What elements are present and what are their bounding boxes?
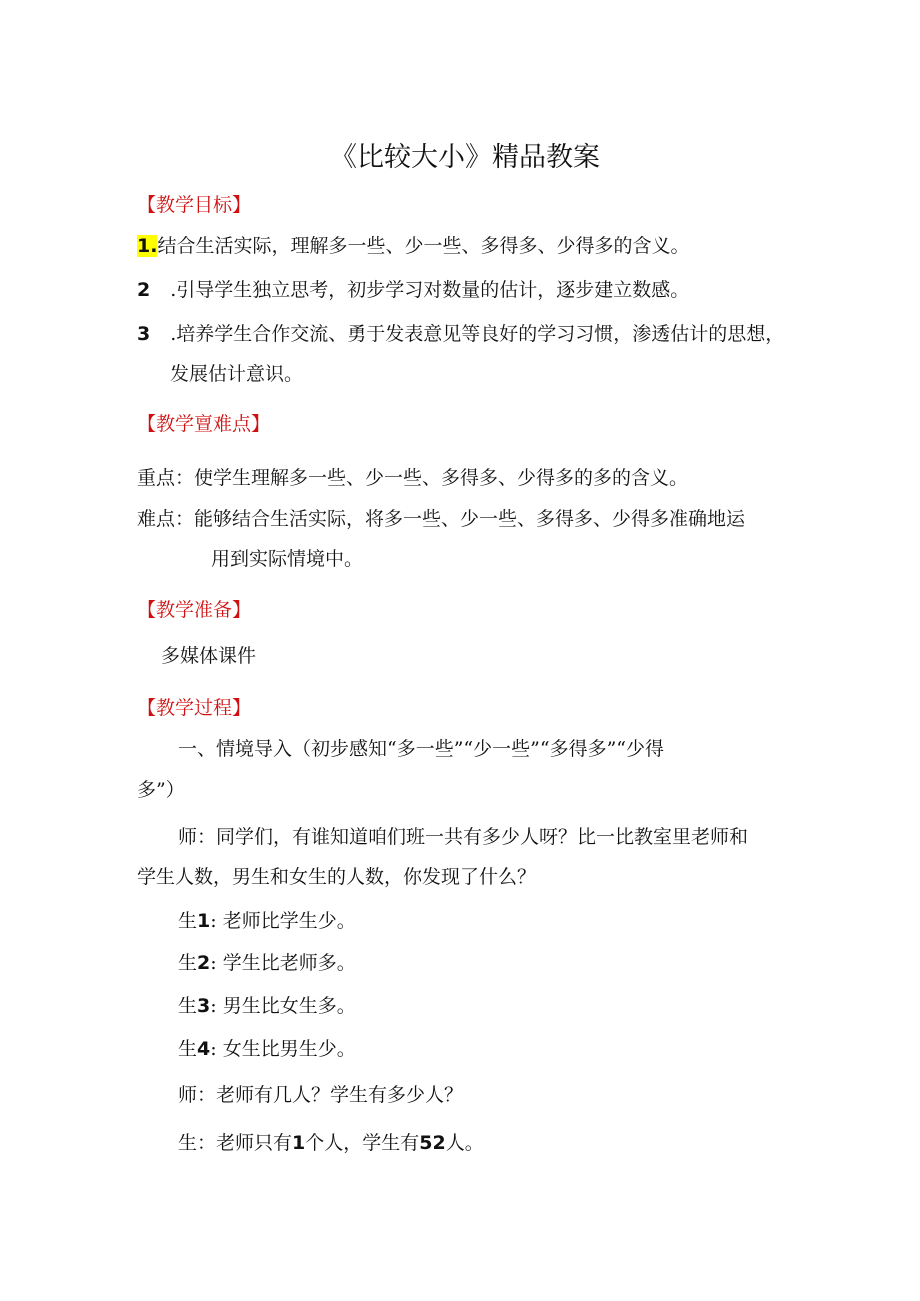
key-point-difficult-continued: 用到实际情境中。 bbox=[211, 548, 364, 570]
student-answer-4 bbox=[178, 1036, 356, 1062]
section-heading-key-points: 【教学亶难点】 bbox=[137, 413, 271, 435]
student-answer-count bbox=[178, 1130, 484, 1156]
answer-text: 人。 bbox=[445, 1132, 484, 1154]
student-label: 生 bbox=[178, 952, 198, 974]
student-label: 生 bbox=[178, 995, 198, 1017]
teacher-question-2: 师：老师有几人？学生有多少人？ bbox=[178, 1084, 464, 1106]
process-step-1-continued: 多”） bbox=[137, 779, 185, 801]
student-label: 生 bbox=[178, 910, 198, 932]
teacher-question-1: 师：同学们，有谁知道咱们班一共有多少人呀？比一比教室里老师和 bbox=[178, 826, 749, 848]
section-heading-process: 【教学过程】 bbox=[137, 697, 252, 719]
student-number: 1 bbox=[197, 910, 211, 932]
student-answer-1 bbox=[178, 908, 356, 934]
student-answer-2 bbox=[178, 950, 356, 976]
key-point-difficult: 难点：能够结合生活实际，将多一些、少一些、多得多、少得多准确地运 bbox=[137, 508, 746, 530]
student-count: 52 bbox=[419, 1132, 446, 1154]
student-answer-text: : 老师比学生少。 bbox=[210, 910, 356, 932]
student-answer-text: : 女生比男生少。 bbox=[210, 1038, 356, 1060]
answer-text: 个人，学生有 bbox=[305, 1132, 420, 1154]
objective-text-1: 结合生活实际，理解多一些、少一些、多得多、少得多的含义。 bbox=[157, 235, 690, 257]
objective-item-1 bbox=[137, 233, 689, 259]
section-heading-objectives: 【教学目标】 bbox=[137, 194, 252, 216]
section-heading-preparation: 【教学准备】 bbox=[137, 599, 252, 621]
preparation-text: 多媒体课件 bbox=[161, 645, 257, 667]
student-number: 4 bbox=[197, 1038, 211, 1060]
document-title: 《比较大小》精品教案 bbox=[330, 142, 600, 173]
process-step-1: 一、情境导入（初步感知“多一些”“少一些”“多得多”“少得 bbox=[178, 738, 664, 760]
student-number: 2 bbox=[197, 952, 211, 974]
objective-item-2 bbox=[137, 277, 689, 303]
answer-text: 生：老师只有 bbox=[178, 1132, 293, 1154]
objective-text-3: .培养学生合作交流、勇于发表意见等良好的学习习惯，渗透估计的思想， bbox=[170, 323, 785, 345]
student-answer-3 bbox=[178, 993, 356, 1019]
student-label: 生 bbox=[178, 1038, 198, 1060]
objective-number-1: 1. bbox=[137, 235, 158, 257]
objective-number-2: 2 bbox=[137, 279, 151, 301]
student-number: 3 bbox=[197, 995, 211, 1017]
objective-text-2: .引导学生独立思考，初步学习对数量的估计，逐步建立数感。 bbox=[170, 279, 690, 301]
objective-number-3: 3 bbox=[137, 323, 151, 345]
teacher-count: 1 bbox=[292, 1132, 306, 1154]
key-point-important: 重点：使学生理解多一些、少一些、多得多、少得多的多的含义。 bbox=[137, 467, 689, 489]
student-answer-text: : 学生比老师多。 bbox=[210, 952, 356, 974]
objective-text-3-continued: 发展估计意识。 bbox=[170, 363, 304, 385]
objective-item-3 bbox=[137, 321, 784, 347]
teacher-question-1-continued: 学生人数，男生和女生的人数，你发现了什么？ bbox=[137, 866, 537, 888]
student-answer-text: : 男生比女生多。 bbox=[210, 995, 356, 1017]
